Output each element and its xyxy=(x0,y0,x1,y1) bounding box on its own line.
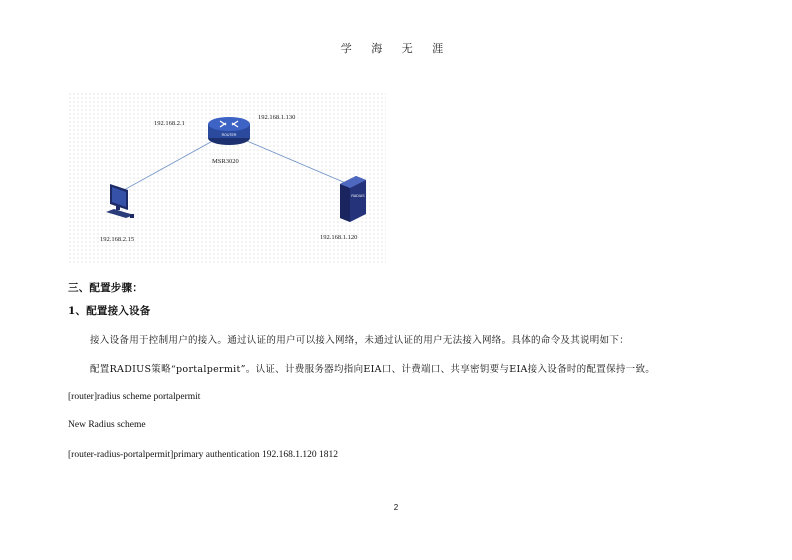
network-topology-figure xyxy=(68,92,386,264)
router-model-name: MSR3020 xyxy=(212,158,239,165)
server-ip: 192.168.1.120 xyxy=(320,234,358,241)
command-line-2: New Radius scheme xyxy=(68,420,146,430)
router-left-ip: 192.168.2.1 xyxy=(154,120,185,127)
section-title: 三、配置步骤： xyxy=(68,282,143,294)
page-number: 2 xyxy=(393,503,399,512)
paragraph-2: 配置RADIUS策略“portalpermit”。认证、计费服务器均指向EIA口、计费端口、共享密钥要与EIA接入设备时的配置保持一致。 xyxy=(90,364,656,375)
paragraph-1: 接入设备用于控制用户的接入。通过认证的用户可以接入网络，未通过认证的用户无法接入网络。具体的命令及其说明如下： xyxy=(90,335,630,346)
computer-icon xyxy=(106,184,134,218)
command-line-1: [router]radius scheme portalpermit xyxy=(68,392,201,402)
router-right-ip: 192.168.1.130 xyxy=(258,114,296,121)
subsection-title: 1、配置接入设备 xyxy=(68,305,151,317)
server-badge: RADIUS xyxy=(351,194,365,198)
radius-server-icon xyxy=(340,176,366,222)
pc-ip: 192.168.2.15 xyxy=(100,236,135,243)
link-router-pc xyxy=(124,138,218,190)
page-header: 学 海 无 涯 xyxy=(340,42,452,55)
router-icon xyxy=(208,117,250,145)
link-router-server xyxy=(240,138,348,184)
command-line-3: [router-radius-portalpermit]primary authentication 192.168.1.120 1812 xyxy=(68,450,338,460)
router-badge: ROUTER xyxy=(221,133,237,137)
